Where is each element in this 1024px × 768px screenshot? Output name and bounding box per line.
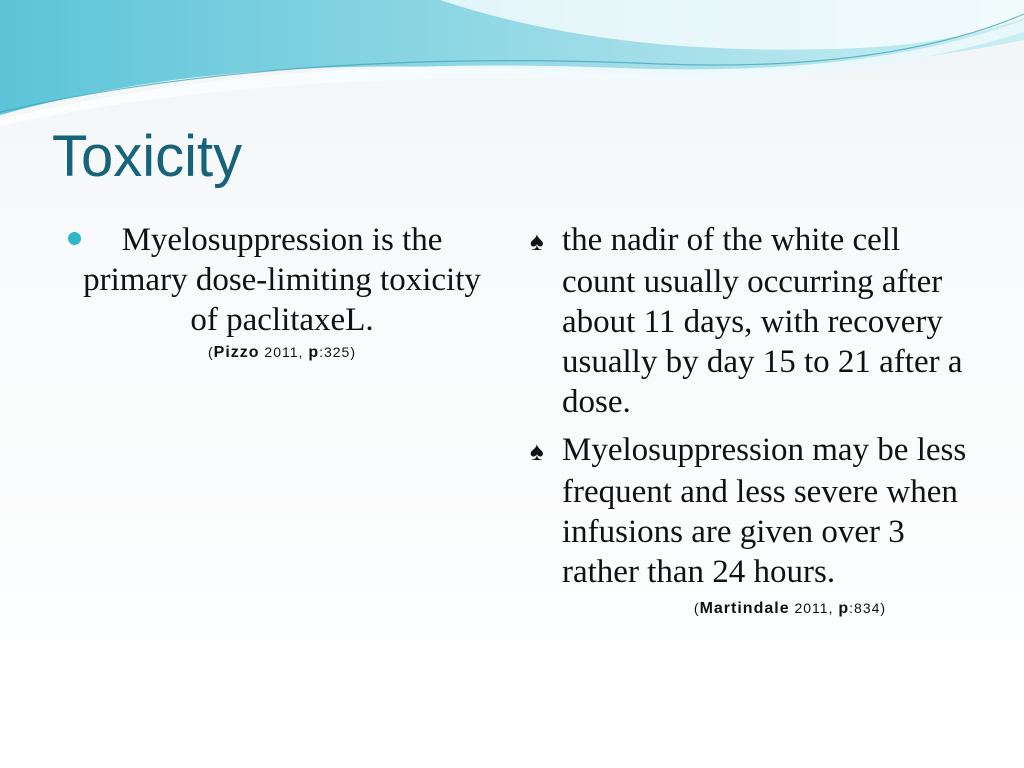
citation-author: Martindale xyxy=(699,600,790,617)
right-column xyxy=(530,220,970,619)
left-column xyxy=(72,220,492,363)
spade-icon: ♠ xyxy=(530,227,544,256)
citation-pizzo xyxy=(72,342,492,363)
citation-open: ( xyxy=(207,344,214,360)
spade-icon: ♠ xyxy=(530,437,544,466)
list-item-text: Myelosuppression may be less frequent and less severe when infusions are given over 3 rather than 24 hours. xyxy=(562,432,967,590)
list-item xyxy=(530,220,970,422)
citation-page: :834) xyxy=(849,600,887,616)
citation-open: ( xyxy=(693,600,700,616)
citation-year: 2011, xyxy=(264,344,304,360)
list-item xyxy=(530,430,970,592)
citation-martindale xyxy=(530,598,970,619)
citation-year: 2011, xyxy=(794,600,834,616)
citation-page: :325) xyxy=(319,344,357,360)
list-item-text: the nadir of the white cell count usually occurring after about 11 days, with recovery usually by day 15 to 21 after a dose. xyxy=(562,222,963,420)
left-bullet-text: Myelosuppression is the primary dose-limiting toxicity of paclitaxeL. xyxy=(83,222,481,338)
citation-page-label: p xyxy=(838,600,850,617)
header-wave-decoration xyxy=(0,0,1024,130)
citation-page-label: p xyxy=(308,344,320,361)
bullet-dot-icon xyxy=(68,232,81,245)
citation-author: Pizzo xyxy=(213,344,260,361)
slide-title: Toxicity xyxy=(52,124,243,189)
